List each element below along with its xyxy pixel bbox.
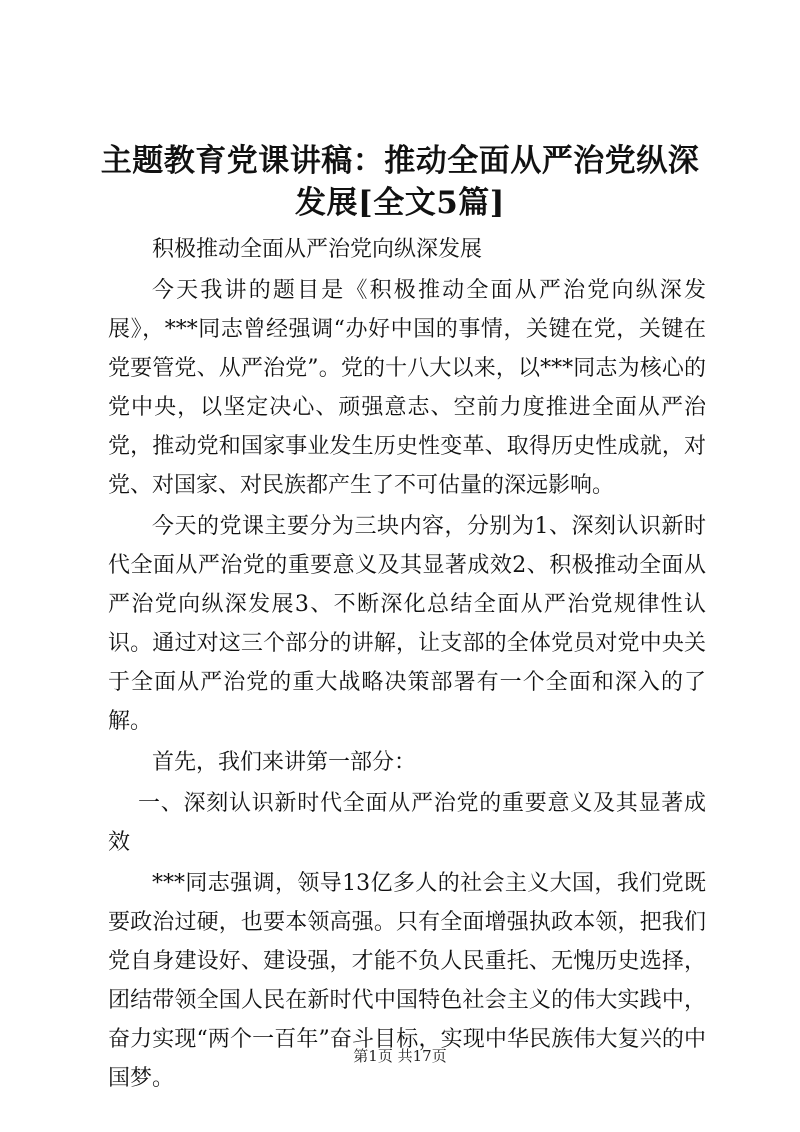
- document-body: [108, 230, 706, 1098]
- section-heading: 一、深刻认识新时代全面从严治党的重要意义及其显著成效: [108, 791, 706, 855]
- body-paragraph: 今天的党课主要分为三块内容，分别为1、深刻认识新时代全面从严治党的重要意义及其显著成效2、积极推动全面从严治党向纵深发展3、不断深化总结全面从严治党规律性认识。通过对这三个部分的讲解，让支部的全体党员对党中央关于全面从严治党的重大战略决策部署有一个全面和深入的了解。: [108, 514, 706, 734]
- subtitle-paragraph: 积极推动全面从严治党向纵深发展: [152, 237, 483, 262]
- document-title: 主题教育党课讲稿：推动全面从严治党纵深发展[全文5篇]: [100, 143, 700, 221]
- page-number-footer: 第1页 共17页: [353, 1047, 447, 1065]
- body-paragraph: ***同志强调，领导13亿多人的社会主义大国，我们党既要政治过硬，也要本领高强。只有全面增强执政本领，把我们党自身建设好、建设强，才能不负人民重托、无愧历史选择，团结带领全国人民在新时代中国特色社会主义的伟大实践中，奋力实现“两个一百年”奋斗目标，实现中华民族伟大复兴的中国梦。: [108, 871, 706, 1091]
- body-paragraph: 首先，我们来讲第一部分：: [152, 750, 417, 775]
- body-paragraph: 今天我讲的题目是《积极推动全面从严治党向纵深发展》，***同志曾经强调“办好中国的事情，关键在党，关键在党要管党、从严治党”。党的十八大以来，以***同志为核心的党中央，以坚定决心、顽强意志、空前力度推进全面从严治党，推动党和国家事业发生历史性变革、取得历史性成就，对党、对国家、对民族都产生了不可估量的深远影响。: [108, 278, 706, 498]
